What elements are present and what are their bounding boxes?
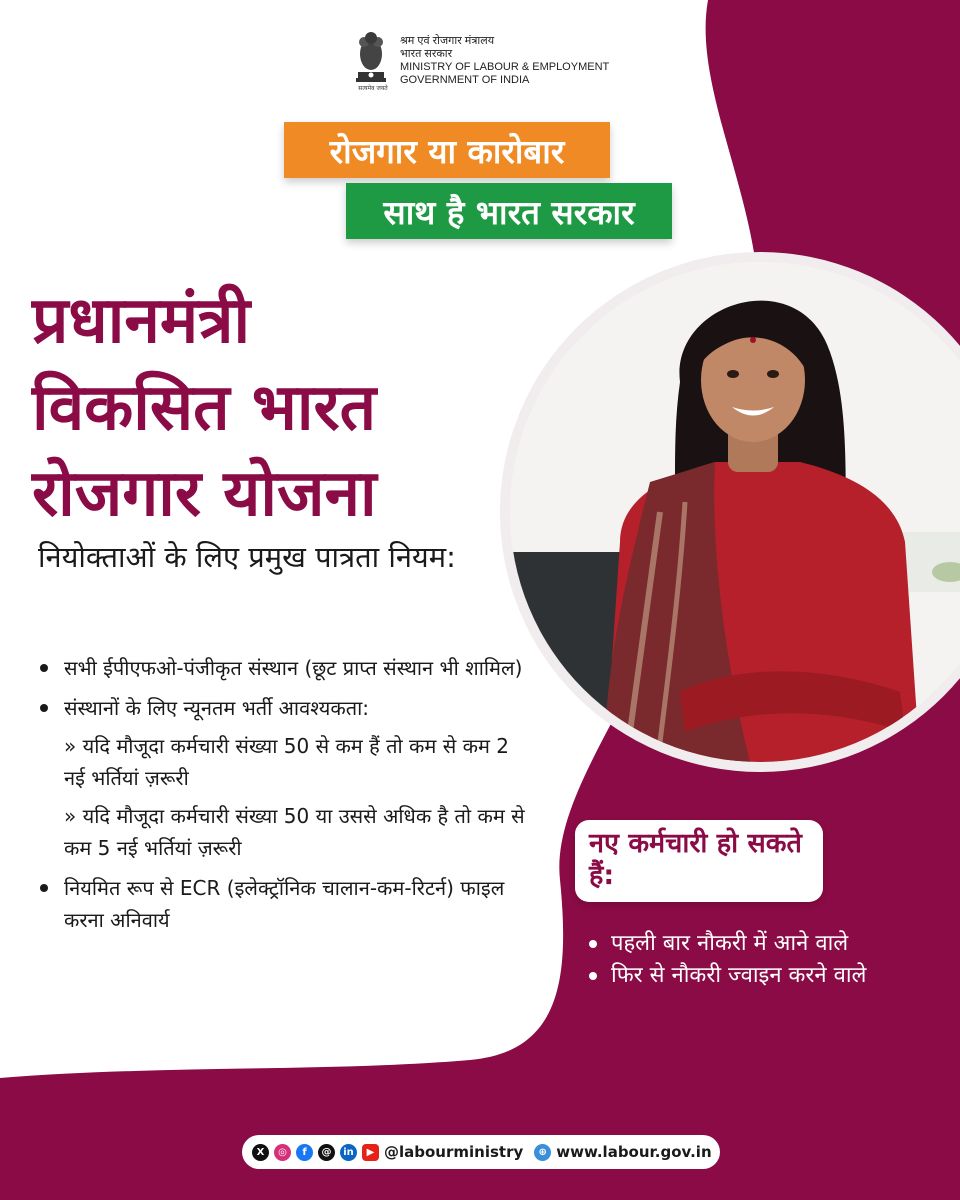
- facebook-icon[interactable]: f: [296, 1144, 313, 1161]
- youtube-icon[interactable]: ▶: [362, 1144, 379, 1161]
- globe-icon: ⊕: [534, 1144, 551, 1161]
- footer-links: [242, 1135, 720, 1169]
- new-employee-item: फिर से नौकरी ज्वाइन करने वाले: [587, 960, 937, 992]
- title-line-1: प्रधानमंत्री: [32, 284, 251, 358]
- government-hindi: भारत सरकार: [400, 48, 453, 60]
- new-employees-heading: नए कर्मचारी हो सकते हैं:: [575, 820, 823, 902]
- tagline-orange: रोजगार या कारोबार: [284, 122, 610, 178]
- national-emblem-icon: [352, 28, 390, 90]
- new-employees-list: [587, 928, 937, 992]
- x-icon[interactable]: X: [252, 1144, 269, 1161]
- new-employee-item: पहली बार नौकरी में आने वाले: [587, 928, 937, 960]
- title-line-3: रोजगार योजना: [32, 457, 377, 531]
- threads-icon[interactable]: @: [318, 1144, 335, 1161]
- ministry-header: [352, 28, 609, 94]
- rule-item: संस्थानों के लिए न्यूनतम भर्ती आवश्यकता:: [36, 692, 536, 724]
- rule-sub-item: » यदि मौजूदा कर्मचारी संख्या 50 से कम हैं तो कम से कम 2 नई भर्तियां ज़रूरी: [64, 734, 509, 790]
- tagline-green: साथ है भारत सरकार: [346, 183, 672, 239]
- title-line-2: विकसित भारत: [32, 371, 377, 445]
- social-handle[interactable]: @labourministry: [384, 1143, 524, 1161]
- rule-sub-item: » यदि मौजूदा कर्मचारी संख्या 50 या उससे अधिक है तो कम से कम 5 नई भर्तियां ज़रूरी: [64, 804, 525, 860]
- emblem-caption: सत्यमेव जयते: [358, 85, 388, 92]
- ministry-hindi: श्रम एवं रोजगार मंत्रालय: [400, 35, 495, 47]
- eligibility-rules-list: [36, 652, 536, 936]
- ministry-name: [400, 35, 609, 87]
- website-link[interactable]: www.labour.gov.in: [556, 1143, 712, 1161]
- rule-item: नियमित रूप से ECR (इलेक्ट्रॉनिक चालान-कम-रिटर्न) फाइल करना अनिवार्य: [36, 872, 536, 936]
- linkedin-icon[interactable]: in: [340, 1144, 357, 1161]
- eligibility-subtitle: नियोक्ताओं के लिए प्रमुख पात्रता नियम:: [38, 540, 456, 574]
- government-english: GOVERNMENT OF INDIA: [400, 74, 530, 86]
- rule-item: सभी ईपीएफओ-पंजीकृत संस्थान (छूट प्राप्त संस्थान भी शामिल): [36, 652, 536, 684]
- ministry-english: MINISTRY OF LABOUR & EMPLOYMENT: [400, 61, 610, 73]
- instagram-icon[interactable]: ◎: [274, 1144, 291, 1161]
